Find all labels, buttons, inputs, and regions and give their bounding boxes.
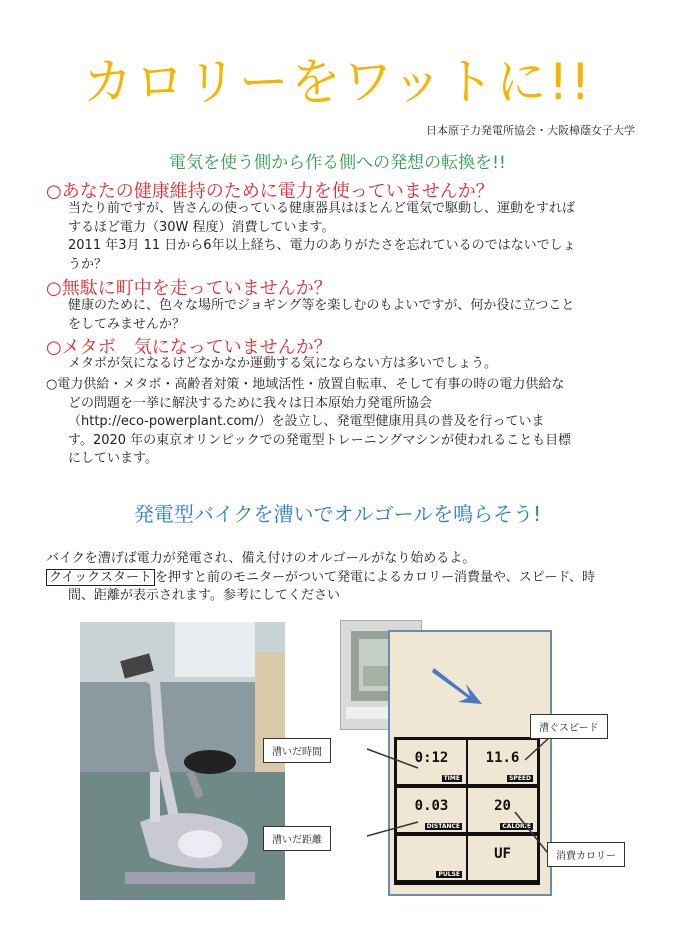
callout-time: 漕いだ時間 — [263, 738, 331, 763]
text-line: うか？ — [68, 256, 108, 272]
text-line: 健康のために、色々な場所でジョギング等を楽しむのもよいですが、何か役に立つこと — [68, 298, 575, 313]
distance-value: 0.03 — [414, 798, 449, 814]
distance-label: DISTANCE — [426, 823, 460, 830]
text-line: バイクを漕げば電力が発電され、備え付けのオルゴールがなり始めるよ。 — [46, 551, 476, 566]
organization-name: 日本原子力発電所協会・大阪樟蔭女子大学 — [426, 124, 635, 137]
heading-health: ○あなたの健康維持のために電力を使っていませんか？ — [46, 181, 494, 202]
callout-calorie: 消費カロリー — [547, 842, 625, 867]
section-title: 発電型バイクを漕いでオルゴールを鳴らそう! — [133, 502, 542, 526]
pulse-label: PULSE — [438, 871, 460, 878]
heading-running: ○無駄に町中を走っていませんか？ — [46, 278, 332, 299]
calorie-value: 20 — [494, 798, 511, 814]
time-value: 0:12 — [414, 750, 449, 766]
text-line: にしています。 — [68, 451, 158, 466]
text-line: （http://eco-powerplant.com/）を設立し、発電型健康用具の普及を行っていま — [68, 414, 545, 429]
quick-start-label: クイックスタート — [46, 569, 155, 586]
speed-label: SPEED — [509, 775, 531, 782]
text-line: 当たり前ですが、皆さんの使っている健康器具はほとんど電気で駆動し、運動をすれば — [68, 201, 576, 216]
time-label: TIME — [443, 775, 460, 782]
speed-value: 11.6 — [485, 750, 520, 766]
text-line: す。2020 年の東京オリンピックでの発電型トレーニングマシンが使われることも目標 — [68, 432, 572, 448]
callout-speed: 漕ぐスピード — [530, 714, 608, 739]
page-title: カロリーをワットに!! — [82, 53, 593, 111]
text-fragment: を押すと前のモニターがついて発電によるカロリー消費量や、スピード、時 — [154, 569, 596, 585]
subtitle: 電気を使う側から作る側への発想の転換を!! — [169, 153, 506, 173]
text-line: をしてみませんか？ — [68, 316, 186, 332]
extra-value: UF — [494, 846, 511, 862]
heading-metabo: ○メタボ 気になっていませんか？ — [46, 337, 332, 358]
calorie-label: CALORIE — [502, 823, 531, 830]
text-line: するほど電力（30W 程度）消費しています。 — [68, 219, 335, 235]
text-line: どの問題を一挙に解決するために我々は日本原始力発電所協会 — [68, 395, 433, 411]
text-line: メタボが気になるけどなかなか運動する気にならない方は多いでしょう。 — [68, 356, 498, 371]
text-line: 間、距離が表示されます。参考にしてください — [68, 588, 340, 603]
text-line: ○電力供給・メタボ・高齢者対策・地域活性・放置自転車、そして有事の時の電力供給な — [46, 377, 565, 392]
text-line: 2011 年3月 11 日から6年以上経ち、電力のありがたさを忘れているのではないでしょ — [68, 238, 576, 253]
callout-distance: 漕いだ距離 — [263, 826, 331, 851]
